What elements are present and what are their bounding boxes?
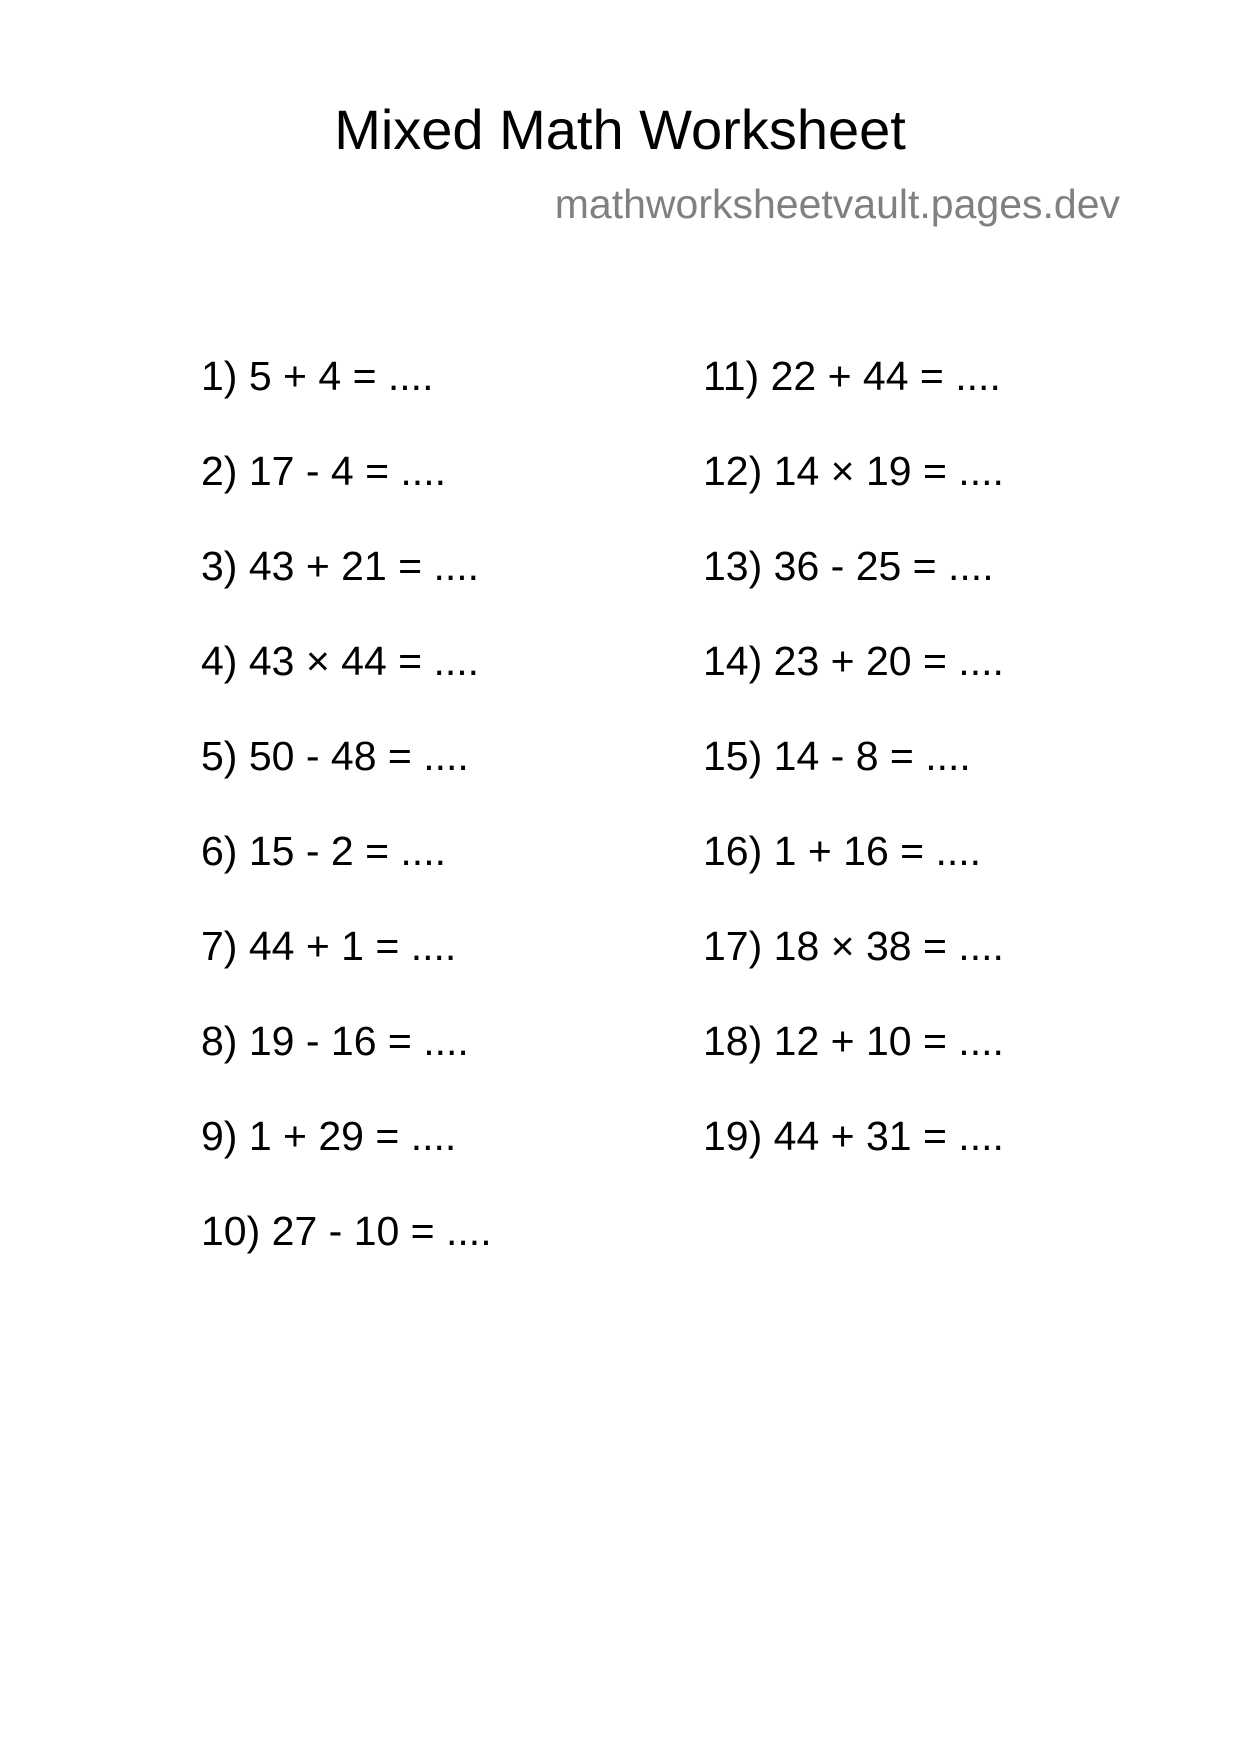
problem-item: 16) 1 + 16 = ....	[703, 828, 982, 874]
problem-item: 17) 18 × 38 = ....	[703, 923, 1004, 969]
problem-item: 15) 14 - 8 = ....	[703, 733, 971, 779]
problem-item: 19) 44 + 31 = ....	[703, 1113, 1004, 1159]
problem-item: 8) 19 - 16 = ....	[201, 1018, 469, 1064]
problem-column-right	[703, 352, 1004, 1207]
problem-column-left	[201, 352, 492, 1302]
problem-item: 9) 1 + 29 = ....	[201, 1113, 457, 1159]
problem-item: 4) 43 × 44 = ....	[201, 638, 480, 684]
problem-item: 12) 14 × 19 = ....	[703, 448, 1004, 494]
source-url: mathworksheetvault.pages.dev	[554, 181, 1120, 227]
problem-item: 6) 15 - 2 = ....	[201, 828, 446, 874]
problem-item: 7) 44 + 1 = ....	[201, 923, 457, 969]
problem-item: 2) 17 - 4 = ....	[201, 448, 446, 494]
problem-item: 10) 27 - 10 = ....	[201, 1208, 492, 1254]
problem-item: 1) 5 + 4 = ....	[201, 353, 434, 399]
worksheet-title: Mixed Math Worksheet	[334, 98, 906, 161]
problem-item: 3) 43 + 21 = ....	[201, 543, 480, 589]
problem-item: 5) 50 - 48 = ....	[201, 733, 469, 779]
problem-item: 11) 22 + 44 = ....	[703, 353, 1001, 399]
problem-item: 13) 36 - 25 = ....	[703, 543, 994, 589]
problem-item: 18) 12 + 10 = ....	[703, 1018, 1004, 1064]
problem-item: 14) 23 + 20 = ....	[703, 638, 1004, 684]
